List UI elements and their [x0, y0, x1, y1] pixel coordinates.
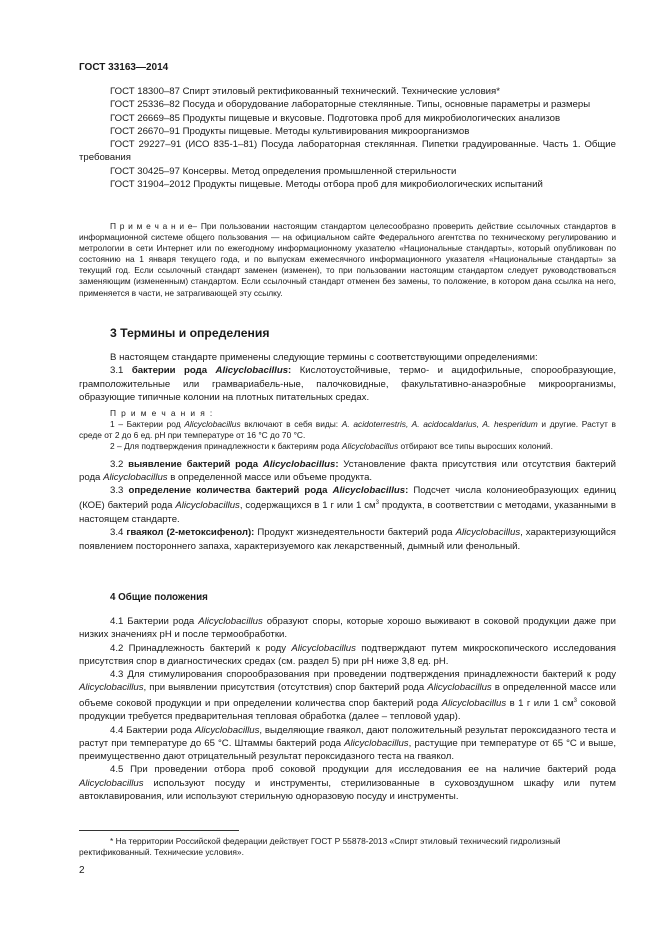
reference-item: ГОСТ 26669–85 Продукты пищевые и вкусовые. Подготовка проб для микробиологических анализов	[110, 112, 561, 124]
footnote: * На территории Российской федерации действует ГОСТ Р 55878-2013 «Спирт этиловый технический гидролизный ректификованный. Технические условия».	[79, 836, 561, 858]
footnote-separator	[79, 830, 239, 831]
note-label: П р и м е ч а н и е	[110, 221, 193, 231]
document-header: ГОСТ 33163—2014	[79, 62, 169, 73]
clause-4-4: 4.4 Бактерии рода Alicyclobacillus, выделяющие гваякол, дают положительный результат пероксидазного теста и растут при температуре до 65 °С. Штаммы бактерий рода Alicyclobacillus, растущие при температуре от 65 °С и выше, преимущественно дают отрицательный результат пероксидазного теста на гваякол.	[79, 724, 616, 763]
section-3-body	[79, 351, 616, 553]
clause-4-5: 4.5 При проведении отбора проб соковой продукции для исследования ее на наличие бактерий рода Alicyclobacillus используют посуду и инструменты, стерилизованные в суховоздушном шкафу или путем автоклавирования, или используют стерильную одноразовую посуду и инструменты.	[79, 764, 616, 803]
clause-4-1: 4.1 Бактерии рода Alicyclobacillus образуют споры, которые хорошо выживают в соковой продукции даже при низких значениях pH и после термообработки.	[79, 616, 616, 641]
reference-item: ГОСТ 29227–91 (ИСО 835-1–81) Посуда лабораторная стеклянная. Пипетки градуированные. Часть 1. Общие требования	[79, 139, 616, 164]
reference-item: ГОСТ 25336–82 Посуда и оборудование лабораторные стеклянные. Типы, основные параметры и размеры	[110, 99, 591, 111]
notes-label: П р и м е ч а н и я :	[110, 408, 214, 419]
clause-4-3: 4.3 Для стимулирования спорообразования при проведении подтверждения принадлежности бактерий к роду Alicyclobacillus, при выявлении присутствия (отсутствия) спор бактерий рода Alicyclobacillus в определенной массе или объеме соковой продукции и при определении количества спор бактерий рода Alicyclobacillus в 1 г или 1 $см^3$ соковой продукции требуется предварительная тепловая обработка (далее – тепловой удар).	[79, 669, 616, 723]
reference-item: ГОСТ 26670–91 Продукты пищевые. Методы культивирования микроорганизмов	[110, 125, 470, 137]
reference-item: ГОСТ 18300–87 Спирт этиловый ректификованный технический. Технические условия*	[110, 86, 500, 97]
term-3-1: 3.1 бактерии рода Alicyclobacillus: Кислотоустойчивые, термо- и ацидофильные, спорообразующие, грамположительные или грамвариабель-ные, палочковидные, факультативно-анаэробные микроорганизмы, образующие типичные колонии на плотных питательных средах.	[79, 365, 616, 403]
term-3-2: 3.2 выявление бактерий рода Alicyclobacillus: Установление факта присутствия или отсутствия бактерий рода Alicyclobacillus в определенной массе или объеме продукта.	[79, 458, 617, 483]
term-3-4: 3.4 гваякол (2-метоксифенол): Продукт жизнедеятельности бактерий рода Alicyclobacillus, характеризующийся появлением постороннего запаха, характеризуемого как лекарственный, дымный или фенольный.	[79, 527, 616, 552]
normative-references	[79, 85, 616, 191]
section-4-title: 4 Общие положения	[110, 592, 208, 603]
reference-item: ГОСТ 31904–2012 Продукты пищевые. Методы отбора проб для микробиологических испытаний	[110, 179, 543, 191]
page-number: 2	[79, 865, 85, 876]
note-1: 1 – Бактерии род Alicyclobacillus включают в себя виды: A. acidoterrestris, A. acidocaldarius, A. hesperidum и другие. Растут в среде от 2 до 6 ед. pH при температуре от 16 °С до 70 °С.	[79, 419, 616, 441]
section-4-body	[79, 615, 616, 803]
clause-4-2: 4.2 Принадлежность бактерий к роду Alicyclobacillus подтверждают путем микроскопического исследования присутствия спор в диагностических средах (см. раздел 5) при pH ниже 3,8 ед. pH.	[79, 642, 616, 667]
note-2: 2 – Для подтверждения принадлежности к бактериям рода Alicyclobacillus отбирают все типы выросших колоний.	[110, 441, 553, 452]
section-3-intro: В настоящем стандарте применены следующие термины с соответствующими определениями:	[110, 352, 538, 363]
term-3-3: 3.3 определение количества бактерий рода Alicyclobacillus: Подсчет числа колониеобразующих единиц (КОЕ) бактерий рода Alicyclobacillus, содержащихся в 1 г или 1 $см^3$ продукта, в соответствии с методами, указанными в настоящем стандарте.	[79, 485, 617, 525]
references-note	[79, 221, 616, 299]
section-3-title: 3 Термины и определения	[110, 326, 270, 340]
reference-item: ГОСТ 30425–97 Консервы. Метод определения промышленной стерильности	[110, 165, 457, 177]
note-text: – При пользовании настоящим стандартом целесообразно проверить действие ссылочных стандартов в информационной системе общего пользования — на официальном сайте Федерального агентства по техническому регулированию и метрологии в сети Интернет или по ежегодному информационному указателю «Национальные стандарты», который опубликован по состоянию на 1 января текущего года, и по выпускам ежемесячного информационного указателя «Национальные стандарты» за текущий год. Если ссылочный стандарт заменен (изменен), то при пользовании настоящим стандартом следует руководствоваться заменяющим (измененным) стандартом. Если ссылочный стандарт отменен без замены, то положение, в котором дана ссылка на него, применяется в части, не затрагивающей эту ссылку.	[79, 221, 616, 298]
